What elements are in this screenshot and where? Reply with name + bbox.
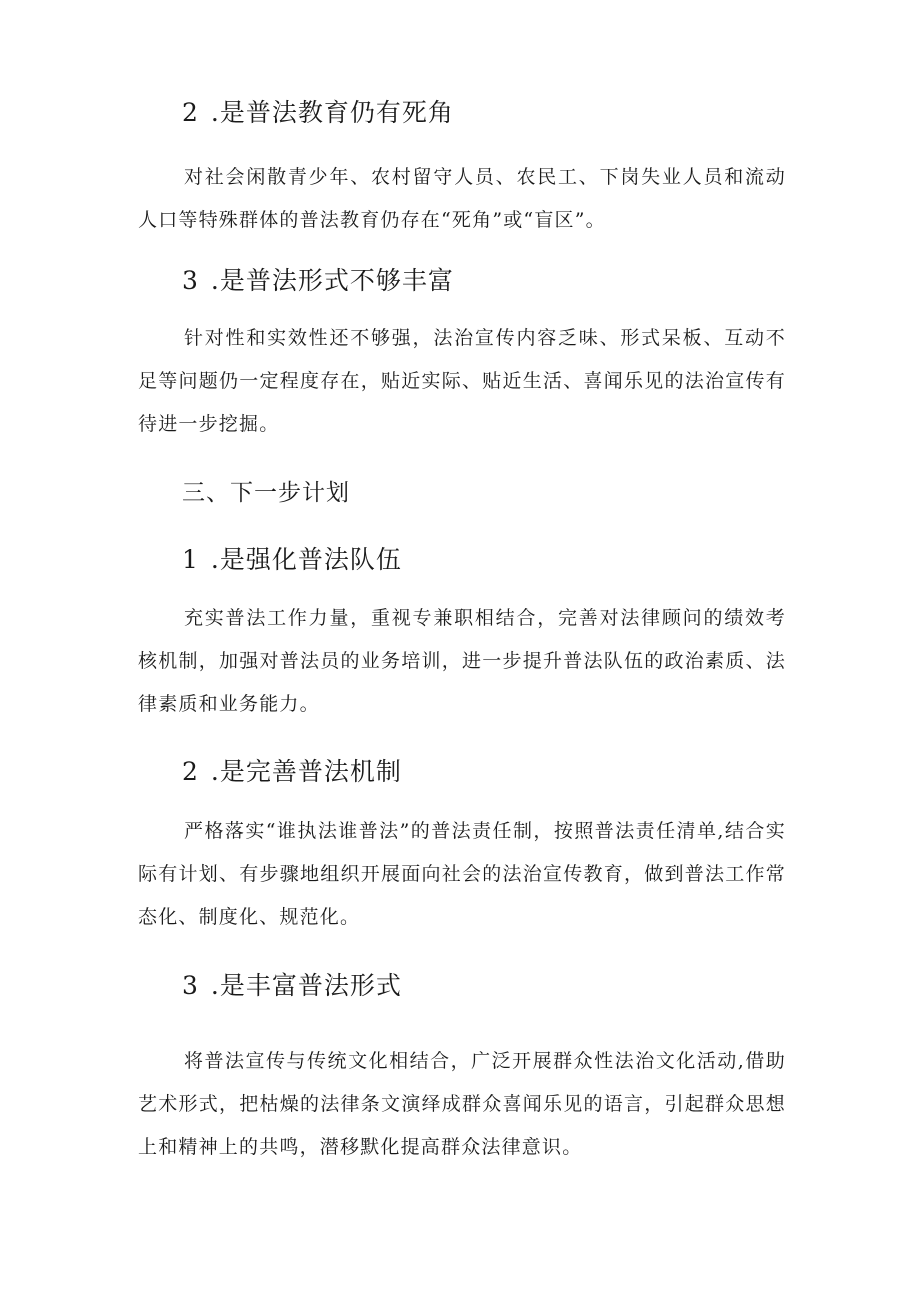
plan-number: 2: [182, 757, 199, 786]
plan-paragraph-2: 严格落实“谁执法谁普法”的普法责任制，按照普法责任清单,结合实际有计划、有步骤地组织开展面向社会的法治宣传教育，做到普法工作常态化、制度化、规范化。: [138, 820, 786, 928]
plan-title: .是丰富普法形式: [210, 971, 402, 1000]
plan-number: 3: [182, 971, 199, 1000]
plan-title: .是强化普法队伍: [210, 545, 402, 574]
section-title: .是普法形式不够丰富: [210, 266, 454, 295]
plan-title: .是完善普法机制: [210, 757, 402, 786]
section-number: 2: [182, 98, 199, 127]
plan-heading-1: [182, 545, 402, 575]
section-heading-2: [182, 98, 454, 128]
plan-heading-3: [182, 971, 402, 1001]
section-paragraph-3: 针对性和实效性还不够强，法治宣传内容乏味、形式呆板、互动不足等问题仍一定程度存在，贴近实际、贴近生活、喜闻乐见的法治宣传有待进一步挖掘。: [138, 327, 786, 435]
section-title: .是普法教育仍有死角: [210, 98, 454, 127]
plan-number: 1: [182, 545, 199, 574]
plan-paragraph-1: 充实普法工作力量，重视专兼职相结合，完善对法律顾问的绩效考核机制，加强对普法员的业务培训，进一步提升普法队伍的政治素质、法律素质和业务能力。: [138, 607, 786, 715]
section-paragraph-2: 对社会闲散青少年、农村留守人员、农民工、下岗失业人员和流动人口等特殊群体的普法教育仍存在“死角”或“盲区”。: [138, 166, 786, 231]
section-heading-3: [182, 266, 454, 296]
plan-heading-2: [182, 757, 402, 787]
section-number: 3: [182, 266, 199, 295]
main-heading-next-steps: 三、下一步计划: [182, 480, 350, 506]
plan-paragraph-3: 将普法宣传与传统文化相结合，广泛开展群众性法治文化活动,借助艺术形式，把枯燥的法律条文演绎成群众喜闻乐见的语言，引起群众思想上和精神上的共鸣，潜移默化提高群众法律意识。: [138, 1050, 786, 1158]
